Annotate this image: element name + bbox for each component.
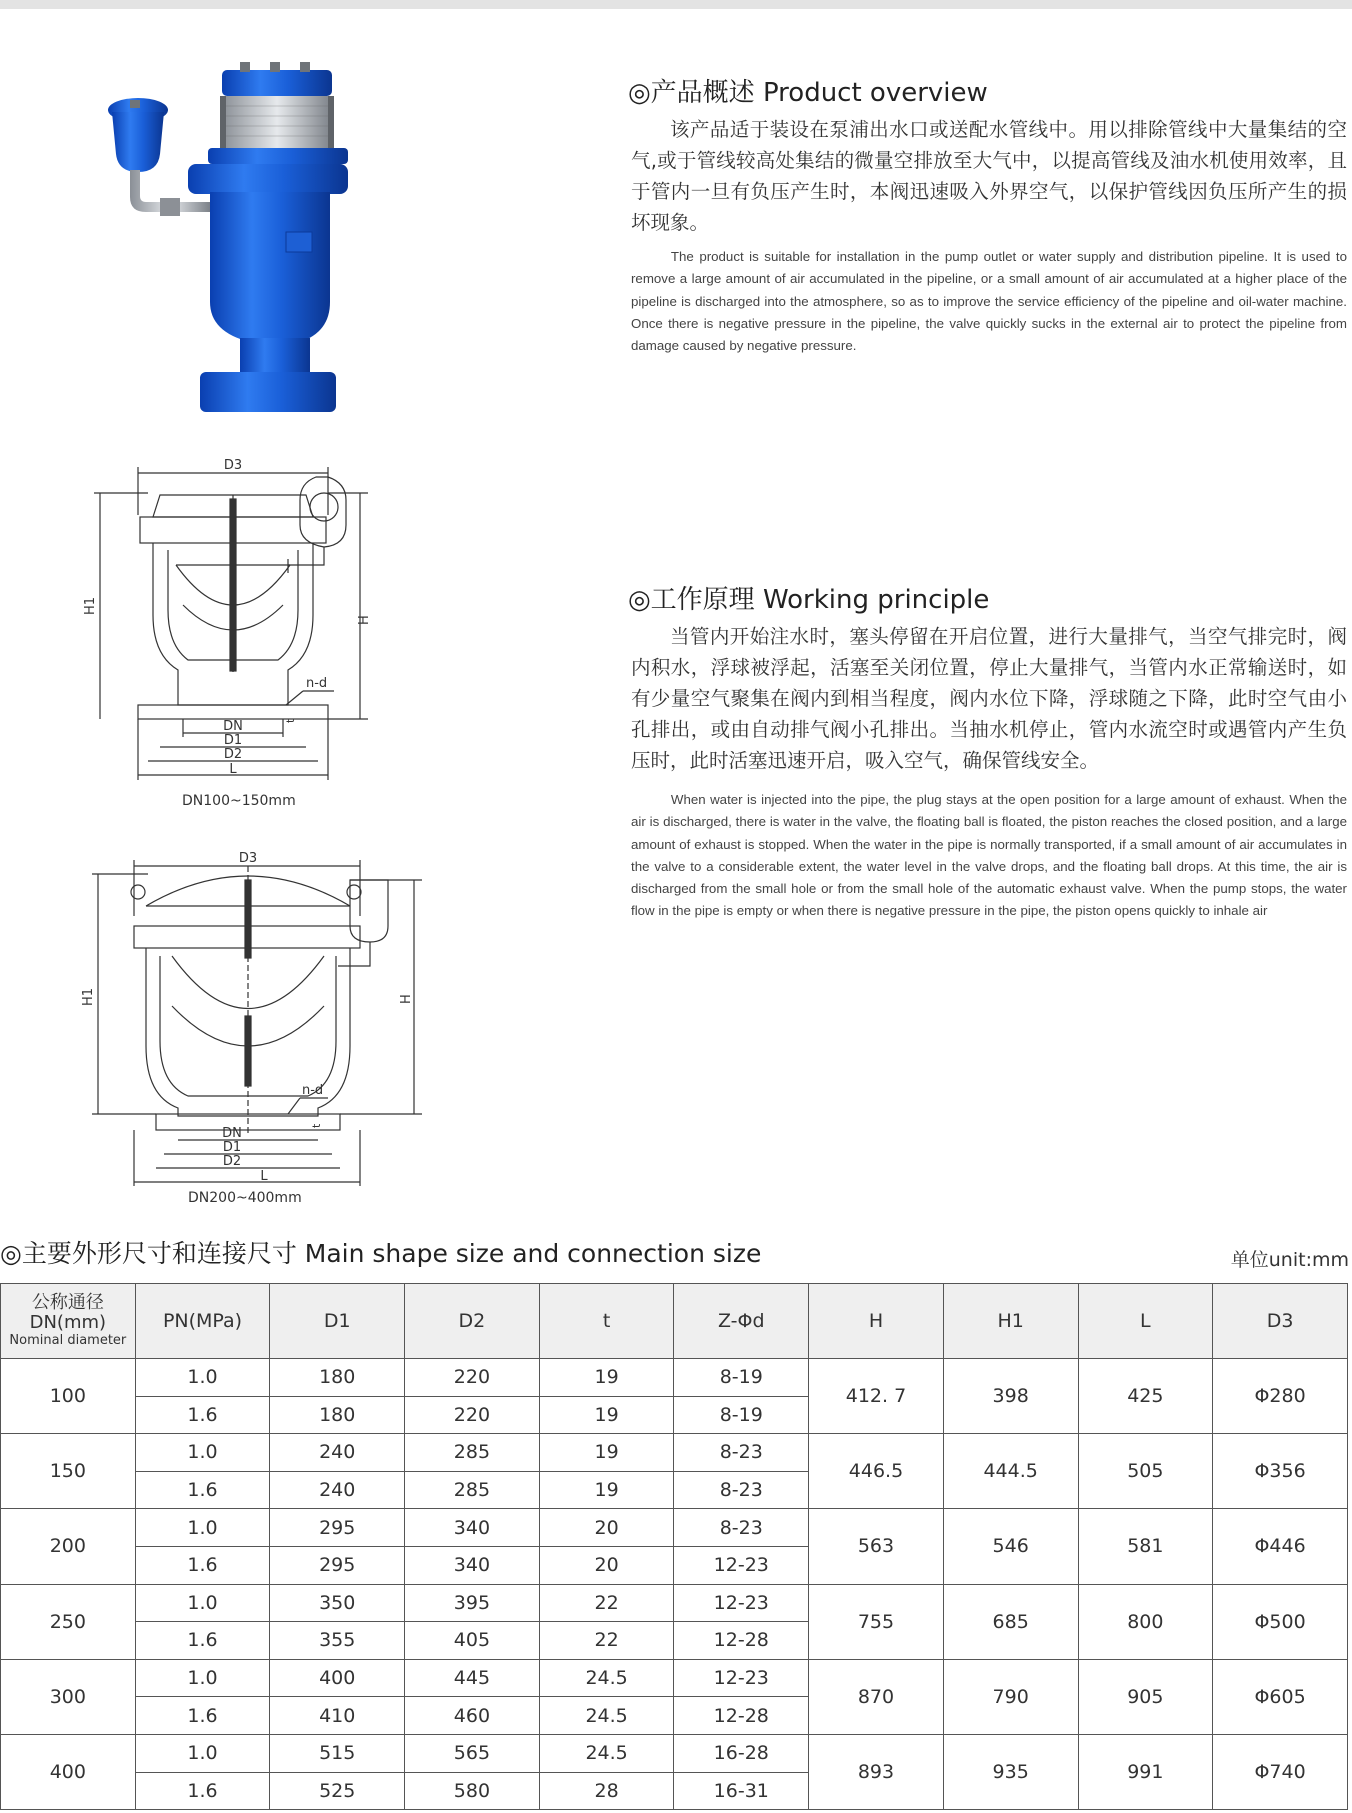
cell-l: 505 [1078,1434,1213,1509]
cell-d1: 180 [270,1396,405,1434]
cell-d1: 410 [270,1697,405,1735]
cell-z: 8-23 [674,1471,809,1509]
cell-t: 22 [539,1584,674,1622]
header-pn: PN(MPa) [135,1284,270,1359]
cell-pn: 1.6 [135,1772,270,1810]
cell-d3: Φ740 [1213,1734,1348,1809]
cell-d3: Φ605 [1213,1659,1348,1734]
overview-title: ◎产品概述 Product overview [628,78,988,108]
overview-chinese-text: 该产品适于装设在泵浦出水口或送配水管线中。用以排除管线中大量集结的空气,或于管线较高处集结的微量空排放至大气中，以提高管线及油水机使用效率，且于管内一旦有负压产生时，本阀迅速吸入外界空气，以保护管线因负压所产生的损坏现象。 [631,118,1347,234]
table-row [1,1359,1348,1397]
dim-label-d1: D1 [222,1140,242,1155]
cell-h1: 546 [943,1509,1078,1584]
drawing-dn100-150 [83,455,428,785]
header-dn [1,1284,136,1359]
cell-t: 28 [539,1772,674,1810]
cell-z: 8-23 [674,1509,809,1547]
cell-dn: 150 [1,1434,136,1509]
cell-h: 755 [809,1584,944,1659]
cell-z: 12-23 [674,1659,809,1697]
dim-label-h1: H1 [83,596,98,615]
cell-dn: 100 [1,1359,136,1434]
dim-label-h: H [357,615,372,625]
dim-label-nd: n-d [306,676,328,691]
cell-pn: 1.6 [135,1697,270,1735]
cell-dn: 300 [1,1659,136,1734]
cell-d2: 395 [405,1584,540,1622]
cell-d3: Φ280 [1213,1359,1348,1434]
cell-d1: 240 [270,1434,405,1472]
cell-d1: 295 [270,1509,405,1547]
cell-d2: 220 [405,1359,540,1397]
cell-pn: 1.0 [135,1659,270,1697]
cell-z: 8-19 [674,1359,809,1397]
top-border-bar [0,0,1352,9]
cell-l: 581 [1078,1509,1213,1584]
cell-dn: 200 [1,1509,136,1584]
cell-dn: 400 [1,1734,136,1809]
dim-label-d2: D2 [223,747,243,762]
cell-dn: 250 [1,1584,136,1659]
dim-label-t: t [310,1123,323,1128]
cell-d2: 285 [405,1434,540,1472]
cell-d2: 460 [405,1697,540,1735]
cell-pn: 1.0 [135,1584,270,1622]
cell-d1: 350 [270,1584,405,1622]
header-l: L [1078,1284,1213,1359]
dim-label-l: L [260,1169,268,1184]
cell-pn: 1.0 [135,1734,270,1772]
principle-title: ◎工作原理 Working principle [628,585,990,615]
cell-t: 20 [539,1509,674,1547]
header-z: Z-Φd [674,1284,809,1359]
cell-d2: 445 [405,1659,540,1697]
cell-pn: 1.6 [135,1546,270,1584]
cell-t: 24.5 [539,1734,674,1772]
cell-l: 425 [1078,1359,1213,1434]
cell-pn: 1.0 [135,1359,270,1397]
table-row [1,1434,1348,1472]
cell-pn: 1.0 [135,1509,270,1547]
dim-label-l: L [229,762,237,777]
cell-z: 16-28 [674,1734,809,1772]
cell-h: 893 [809,1734,944,1809]
cell-pn: 1.0 [135,1434,270,1472]
dimension-table [0,1283,1348,1810]
cell-h: 412. 7 [809,1359,944,1434]
cell-h: 870 [809,1659,944,1734]
cell-h1: 685 [943,1584,1078,1659]
cell-h: 563 [809,1509,944,1584]
cell-d2: 285 [405,1471,540,1509]
cell-t: 19 [539,1396,674,1434]
dim-label-nd: n-d [302,1083,324,1098]
header-t: t [539,1284,674,1359]
cell-z: 8-23 [674,1434,809,1472]
unit-label: 单位unit:mm [1230,1249,1349,1271]
table-row [1,1734,1348,1772]
table-title: ◎主要外形尺寸和连接尺寸 Main shape size and connection size [0,1239,762,1268]
header-h: H [809,1284,944,1359]
cell-d2: 340 [405,1546,540,1584]
cell-z: 12-28 [674,1622,809,1660]
cell-pn: 1.6 [135,1471,270,1509]
cell-t: 24.5 [539,1697,674,1735]
cell-t: 19 [539,1471,674,1509]
principle-english-text: When water is injected into the pipe, the plug stays at the open position for a large amount of exhaust. When the air is discharged, there is water in the valve, the floating ball is floated, the piston reaches the closed position, and a large amount of exhaust is stopped. When the water in the pipe is normally transported, if a small amount of air accumulates in the valve to a considerable extent, the water level in the valve drops, and the floating ball drops. At this time, the air is discharged from the small hole or from the small hole of the automatic exhaust valve. When the pump stops, the water flow in the pipe is empty or when there is negative pressure in the pipe, the piston opens quickly to inhale air [631,792,1347,919]
cell-h1: 444.5 [943,1434,1078,1509]
cell-z: 12-23 [674,1584,809,1622]
cell-z: 16-31 [674,1772,809,1810]
cell-h1: 790 [943,1659,1078,1734]
header-dn-chinese: 公称通径 [31,1292,104,1313]
cell-d1: 400 [270,1659,405,1697]
cell-d2: 405 [405,1622,540,1660]
cell-z: 8-19 [674,1396,809,1434]
table-header-row [1,1284,1348,1359]
header-dn-unit: DN(mm) [29,1312,107,1333]
cell-d1: 525 [270,1772,405,1810]
drawing-caption-small: DN100~150mm [182,793,296,809]
cell-d3: Φ356 [1213,1434,1348,1509]
table-row [1,1584,1348,1622]
header-h1: H1 [943,1284,1078,1359]
cell-t: 22 [539,1622,674,1660]
cell-h1: 398 [943,1359,1078,1434]
dim-label-d3: D3 [223,458,243,473]
header-d1: D1 [270,1284,405,1359]
overview-english-text: The product is suitable for installation in the pump outlet or water supply and distribution pipeline. It is used to remove a large amount of air accumulated in the pipeline, or a small amount of air accumulated at a higher place of the pipeline is discharged into the atmosphere, so as to improve the service efficiency of the pipeline and oil-water machine. Once there is negative pressure in the pipeline, the valve quickly sucks in the external air to protect the pipeline from damage caused by negative pressure. [631,249,1347,354]
table-row [1,1659,1348,1697]
header-d3: D3 [1213,1284,1348,1359]
cell-d3: Φ446 [1213,1509,1348,1584]
table-row [1,1509,1348,1547]
dim-label-t: t [284,718,297,723]
dim-label-d2: D2 [222,1154,242,1169]
cell-pn: 1.6 [135,1622,270,1660]
dim-label-h1: H1 [81,987,96,1006]
cell-l: 991 [1078,1734,1213,1809]
cell-d1: 295 [270,1546,405,1584]
cell-pn: 1.6 [135,1396,270,1434]
cell-d1: 240 [270,1471,405,1509]
cell-l: 905 [1078,1659,1213,1734]
dim-label-dn: DN [222,1126,242,1141]
drawing-dn200-400 [81,846,428,1186]
cell-t: 19 [539,1359,674,1397]
cell-d2: 340 [405,1509,540,1547]
valve-product-photo [100,62,420,432]
cell-d1: 515 [270,1734,405,1772]
dim-label-d3: D3 [238,851,258,866]
cell-t: 20 [539,1546,674,1584]
header-dn-english: Nominal diameter [9,1333,127,1348]
cell-d3: Φ500 [1213,1584,1348,1659]
cell-d2: 565 [405,1734,540,1772]
cell-t: 19 [539,1434,674,1472]
cell-d2: 220 [405,1396,540,1434]
cell-d1: 355 [270,1622,405,1660]
drawing-caption-large: DN200~400mm [188,1190,302,1206]
cell-l: 800 [1078,1584,1213,1659]
cell-h: 446.5 [809,1434,944,1509]
header-d2: D2 [405,1284,540,1359]
cell-d2: 580 [405,1772,540,1810]
principle-chinese-text: 当管内开始注水时，塞头停留在开启位置，进行大量排气，当空气排完时，阀内积水，浮球被浮起，活塞至关闭位置，停止大量排气，当管内水正常输送时，如有少量空气聚集在阀内到相当程度，阀内水位下降，浮球随之下降，此时空气由小孔排出，或由自动排气阀小孔排出。当抽水机停止，管内水流空时或遇管内产生负压时，此时活塞迅速开启，吸入空气，确保管线安全。 [631,625,1347,772]
cell-h1: 935 [943,1734,1078,1809]
cell-t: 24.5 [539,1659,674,1697]
cell-z: 12-28 [674,1697,809,1735]
dim-label-dn: DN [223,719,243,734]
dim-label-h: H [399,994,414,1004]
dim-label-d1: D1 [223,733,243,748]
cell-z: 12-23 [674,1546,809,1584]
cell-d1: 180 [270,1359,405,1397]
